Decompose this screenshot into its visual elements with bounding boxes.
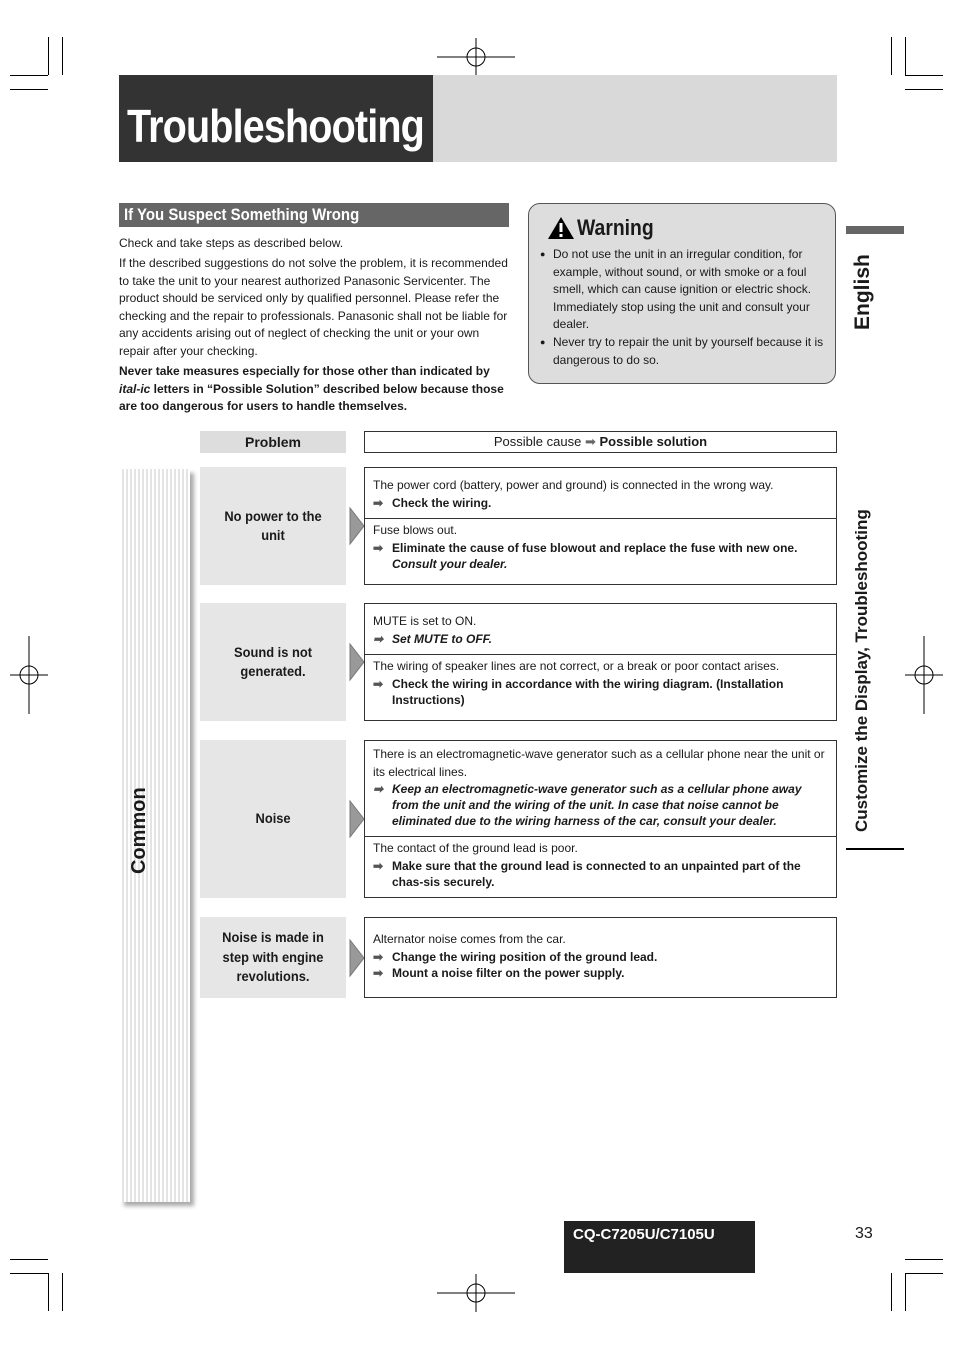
solution-text — [373, 965, 831, 981]
language-tab-english: English — [851, 254, 874, 330]
model-number: CQ-C7205U/C7105U — [573, 1226, 715, 1243]
registration-mark-icon — [437, 1274, 515, 1312]
warning-item: ● Never try to repair the unit by yourself because it is dangerous to do so. — [540, 334, 830, 369]
arrow-right-icon: ➡ — [373, 950, 384, 964]
intro-caution — [119, 363, 511, 416]
solution-label: Make sure that the ground lead is connected to an unpainted part of the chas-sis securely. — [392, 859, 801, 889]
title-banner-extension — [433, 75, 837, 162]
section-title: If You Suspect Something Wrong — [124, 205, 360, 224]
solution-label: Mount a noise filter on the power supply. — [392, 966, 625, 980]
registration-mark-icon — [437, 38, 515, 76]
chapter-tab-rule — [846, 848, 904, 850]
triangle-pointer-icon — [349, 799, 365, 839]
warning-title: Warning — [577, 215, 654, 240]
arrow-right-icon: ➡ — [373, 541, 384, 555]
triangle-pointer-icon — [349, 938, 365, 978]
cause-text: Alternator noise comes from the car. — [373, 932, 566, 946]
chapter-tab-label: Customize the Display, Troubleshooting — [852, 509, 871, 832]
row-divider — [365, 836, 836, 837]
intro-text-2: If the described suggestions do not solve the problem, it is recommended to take the unit to your nearest authorized Panasonic Servicenter. The product should be serviced only by qualified personnel. Please refer the checking and the repair to professionals. Panasonic shall not be liable for any accidents arising out of neglect of checking the unit or your own repair after your checking. — [119, 256, 508, 358]
row-divider — [365, 654, 836, 655]
arrow-right-icon: ➡ — [373, 632, 384, 646]
solution-text — [373, 540, 831, 572]
problem-label: No power to the unit — [224, 507, 322, 543]
solution-label: Change the wiring position of the ground lead. — [392, 950, 658, 964]
solution-header-label: Possible solution — [599, 434, 708, 449]
problem-cell — [200, 740, 346, 898]
language-tab-bar — [846, 226, 904, 234]
solution-label: Eliminate the cause of fuse blowout and replace the fuse with new one. — [392, 541, 798, 555]
arrow-right-icon: ➡ — [373, 859, 384, 873]
solution-label-italic: Consult your dealer. — [392, 557, 508, 571]
solution-label: Keep an electromagnetic-wave generator such as a cellular phone away from the unit and the wiring of the unit. In case that noise cannot be eliminated due to the wiring harness of the car, consult your dealer. — [392, 782, 802, 828]
solution-label: Set MUTE to OFF. — [392, 632, 492, 646]
problem-cell — [200, 917, 346, 998]
row-divider — [365, 518, 836, 519]
warning-item: ● Do not use the unit in an irregular condition, for example, without sound, or with smoke or a foul smell, which can cause ignition or electric shock. Immediately stop using the unit and consult your dealer. — [540, 246, 830, 334]
arrow-right-icon: ➡ — [584, 434, 596, 449]
problem-cell — [200, 467, 346, 585]
arrow-right-icon: ➡ — [373, 782, 384, 796]
arrow-right-icon: ➡ — [373, 496, 384, 510]
solution-label: Check the wiring in accordance with the wiring diagram. (Installation Instructions) — [392, 677, 784, 707]
warning-triangle-icon — [547, 216, 575, 240]
problem-column-header — [200, 431, 346, 453]
arrow-right-icon: ➡ — [373, 966, 384, 980]
problem-label: Noise — [255, 810, 291, 827]
page-title: Troubleshooting — [127, 100, 424, 152]
solution-column-header — [364, 431, 837, 453]
intro-caution-c: letters in “Possible Solution” described below because those are too dangerous for users to handle themselves. — [119, 381, 504, 414]
triangle-pointer-icon — [349, 506, 365, 546]
intro-caution-italic: ital-ic — [119, 381, 151, 396]
solution-text — [373, 631, 831, 647]
page-number: 33 — [855, 1225, 873, 1242]
solution-text — [373, 949, 831, 965]
solution-text — [373, 495, 831, 511]
cause-header-label: Possible cause — [493, 434, 582, 449]
cause-text: There is an electromagnetic-wave generator such as a cellular phone near the unit or its electrical lines. — [373, 747, 825, 779]
cause-text: Fuse blows out. — [373, 523, 458, 537]
problem-label: Sound is not generated. — [234, 643, 312, 679]
solution-text — [373, 858, 831, 890]
cause-text: The contact of the ground lead is poor. — [373, 841, 578, 855]
cause-text: MUTE is set to ON. — [373, 614, 477, 628]
problem-label: Noise is made in step with engine revolutions. — [222, 929, 324, 985]
solution-text — [373, 781, 831, 829]
cause-text: The wiring of speaker lines are not correct, or a break or poor contact arises. — [373, 659, 780, 673]
category-label: Common — [128, 787, 150, 874]
problem-cell — [200, 603, 346, 721]
registration-mark-icon — [10, 636, 48, 714]
cause-text: The power cord (battery, power and ground) is connected in the wrong way. — [373, 478, 774, 492]
intro-caution-a: Never take measures especially for those other than indicated by — [119, 364, 490, 378]
problem-header-label: Problem — [244, 434, 301, 450]
arrow-right-icon: ➡ — [373, 677, 384, 691]
solution-text — [373, 676, 831, 708]
triangle-pointer-icon — [349, 642, 365, 682]
solution-label: Check the wiring. — [392, 496, 492, 510]
intro-text-1: Check and take steps as described below. — [119, 236, 344, 250]
registration-mark-icon — [905, 636, 943, 714]
